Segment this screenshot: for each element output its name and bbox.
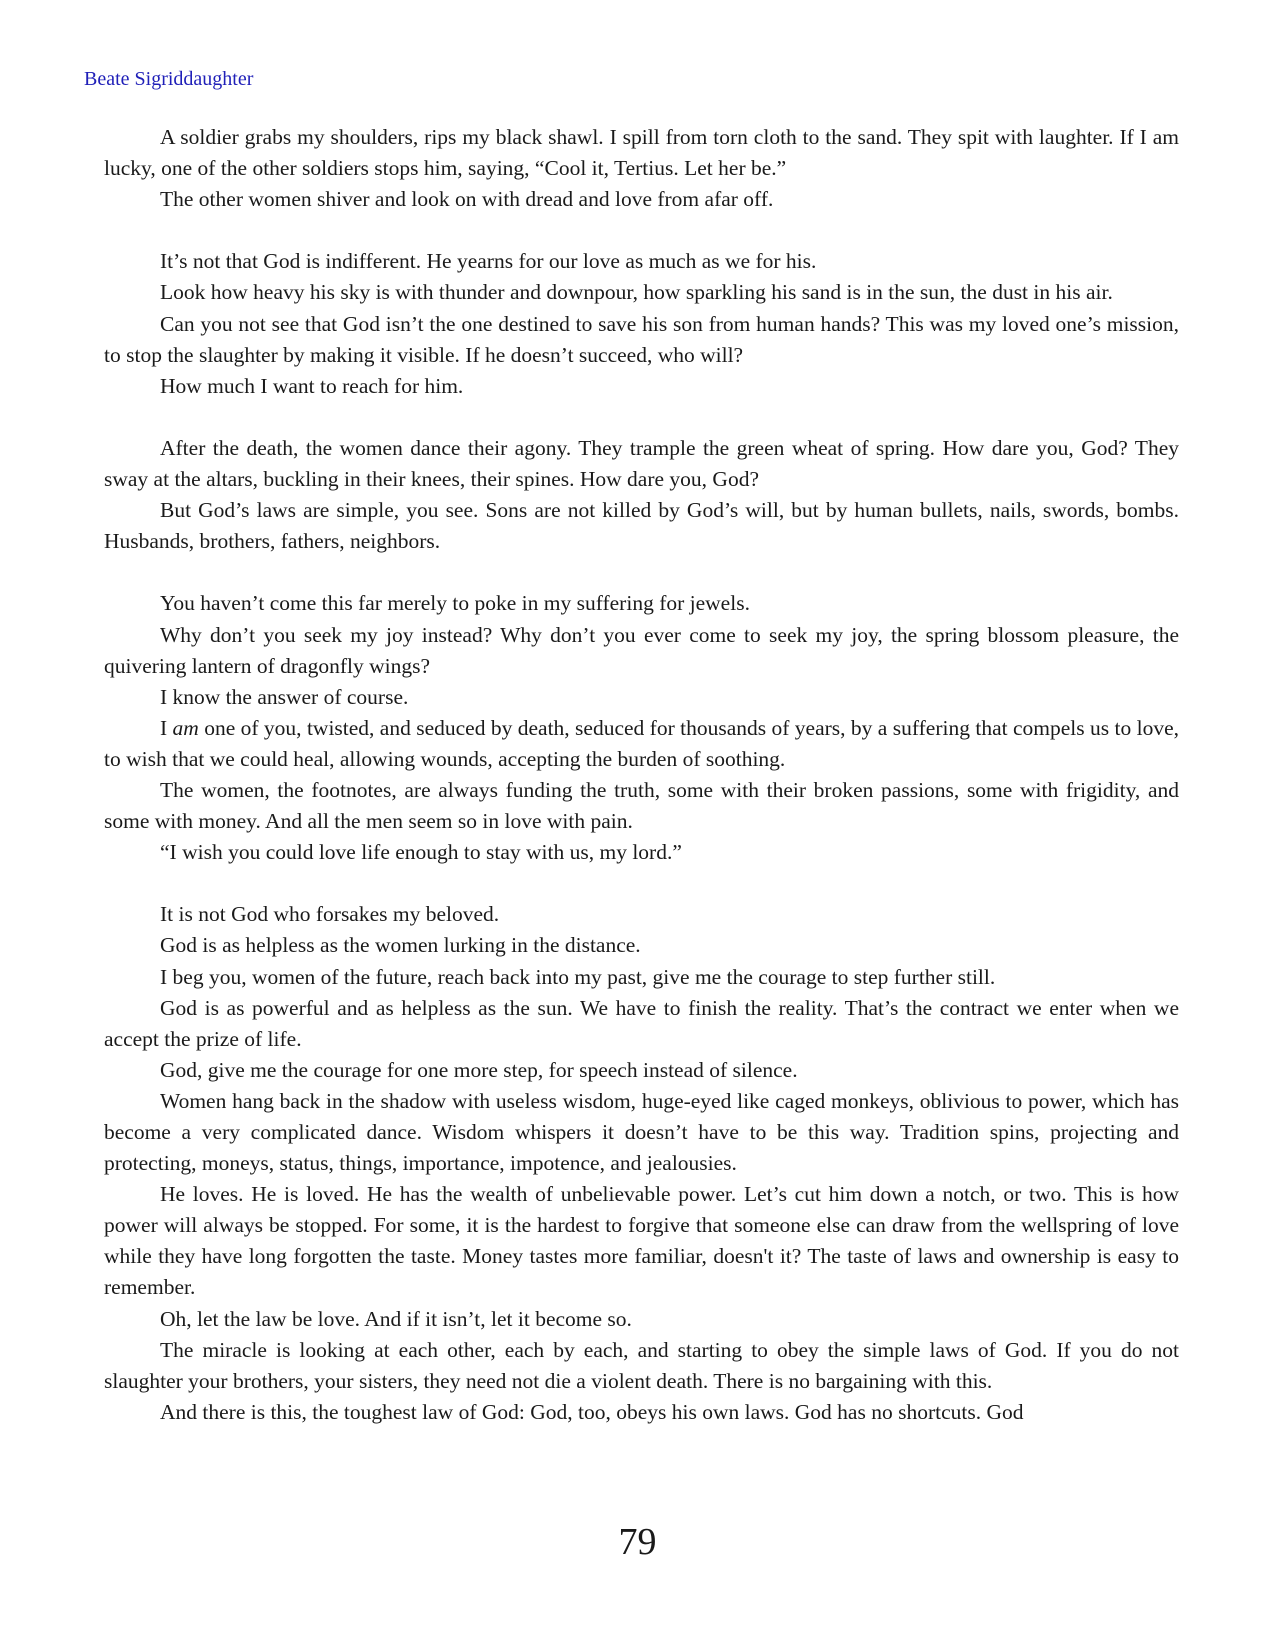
paragraph: It’s not that God is indifferent. He yearns for our love as much as we for his. <box>160 249 817 274</box>
running-header-author: Beate Sigriddaughter <box>84 68 254 90</box>
paragraph: Why don’t you seek my joy instead? Why don’t you ever come to seek my joy, the spring blossom pleasure, the quivering lantern of dragonfly wings? <box>104 622 1179 678</box>
paragraph: After the death, the women dance their agony. They trample the green wheat of spring. How dare you, God? They sway at the altars, buckling in their knees, their spines. How dare you, God? <box>104 435 1179 492</box>
paragraph: But God’s laws are simple, you see. Sons are not killed by God’s will, but by human bullets, nails, swords, bombs. Husbands, brothers, fathers, neighbors. <box>104 498 1179 554</box>
paragraph-lead: I <box>160 715 173 740</box>
paragraph: I beg you, women of the future, reach back into my past, give me the courage to step further still. <box>160 964 996 989</box>
paragraph: Can you not see that God isn’t the one destined to save his son from human hands? This was my loved one’s mission, to stop the slaughter by making it visible. If he doesn’t succeed, who will? <box>104 311 1179 367</box>
paragraph: How much I want to reach for him. <box>160 373 464 398</box>
paragraph: You haven’t come this far merely to poke in my suffering for jewels. <box>160 591 750 616</box>
paragraph: It is not God who forsakes my beloved. <box>160 902 500 927</box>
body-text <box>104 122 1179 1428</box>
paragraph: A soldier grabs my shoulders, rips my black shawl. I spill from torn cloth to the sand. They spit with laughter. If I am lucky, one of the other soldiers stops him, saying, “Cool it, Tertius. Let her be.” <box>104 125 1179 181</box>
paragraph: And there is this, the toughest law of God: God, too, obeys his own laws. God has no shortcuts. God <box>160 1399 1024 1424</box>
paragraph: The women, the footnotes, are always funding the truth, some with their broken passions, some with frigidity, and some with money. And all the men seem so in love with pain. <box>104 777 1179 834</box>
paragraph: Look how heavy his sky is with thunder and downpour, how sparkling his sand is in the sun, the dust in his air. <box>160 280 1113 305</box>
paragraph: The miracle is looking at each other, each by each, and starting to obey the simple laws of God. If you do not slaughter your brothers, your sisters, they need not die a violent death. There is no bargaining with this. <box>104 1337 1179 1393</box>
paragraph: Women hang back in the shadow with useless wisdom, huge-eyed like caged monkeys, oblivious to power, which has become a very complicated dance. Wisdom whispers it doesn’t have to be this way. Tradition spins, projecting and protecting, moneys, status, things, importance, impotence, and jealousies. <box>104 1088 1179 1176</box>
paragraph: The other women shiver and look on with dread and love from afar off. <box>160 187 774 212</box>
emphasized-word: am <box>172 715 199 740</box>
paragraph: Oh, let the law be love. And if it isn’t, let it become so. <box>160 1306 632 1331</box>
paragraph: God is as powerful and as helpless as the sun. We have to finish the reality. That’s the contract we enter when we accept the prize of life. <box>104 995 1179 1051</box>
paragraph: God is as helpless as the women lurking in the distance. <box>160 933 641 958</box>
paragraph: I know the answer of course. <box>160 684 409 709</box>
paragraph-rest: one of you, twisted, and seduced by death, seduced for thousands of years, by a suffering that compels us to love, to wish that we could heal, allowing wounds, accepting the burden of soothing. <box>104 715 1179 771</box>
page-number: 79 <box>618 1521 657 1563</box>
paragraph: “I wish you could love life enough to stay with us, my lord.” <box>160 840 682 865</box>
paragraph-with-emphasis <box>104 713 1179 775</box>
paragraph: God, give me the courage for one more step, for speech instead of silence. <box>160 1057 798 1082</box>
paragraph: He loves. He is loved. He has the wealth of unbelievable power. Let’s cut him down a notch, or two. This is how power will always be stopped. For some, it is the hardest to forgive that someone else can draw from the wellspring of love while they have long forgotten the taste. Money tastes more familiar, doesn't it? The taste of laws and ownership is easy to remember. <box>104 1182 1179 1300</box>
